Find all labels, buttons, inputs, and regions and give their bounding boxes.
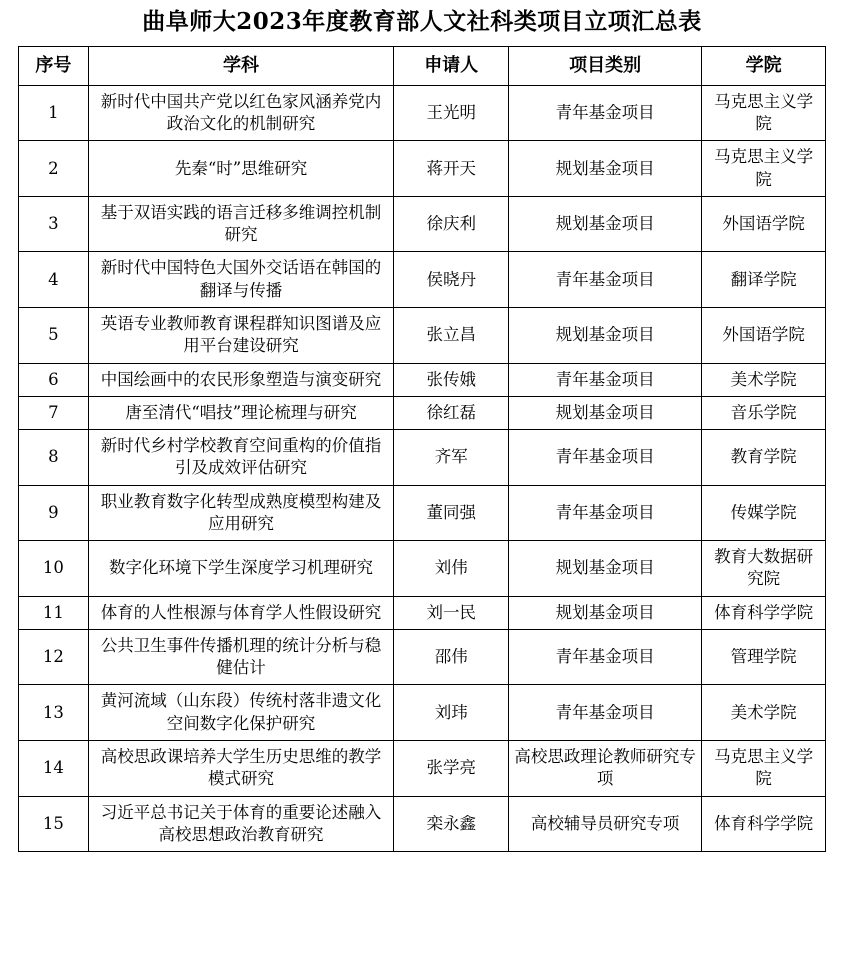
column-header-subject: 学科 [88,46,394,85]
table-row [19,685,826,741]
cell-college: 管理学院 [702,629,826,685]
cell-no: 5 [19,308,89,364]
column-header-category: 项目类别 [509,46,702,85]
table-row [19,541,826,597]
cell-no: 1 [19,85,89,141]
cell-applicant: 张立昌 [394,308,509,364]
cell-category: 规划基金项目 [509,596,702,629]
cell-applicant: 侯晓丹 [394,252,509,308]
cell-no: 10 [19,541,89,597]
cell-college: 传媒学院 [702,485,826,541]
cell-college: 外国语学院 [702,196,826,252]
column-header-no: 序号 [19,46,89,85]
table-header-row [19,46,826,85]
cell-category: 青年基金项目 [509,430,702,486]
cell-subject: 职业教育数字化转型成熟度模型构建及应用研究 [88,485,394,541]
table-row [19,363,826,396]
cell-applicant: 王光明 [394,85,509,141]
cell-subject: 基于双语实践的语言迁移多维调控机制研究 [88,196,394,252]
cell-subject: 中国绘画中的农民形象塑造与演变研究 [88,363,394,396]
table-row [19,196,826,252]
cell-category: 规划基金项目 [509,396,702,429]
table-row [19,308,826,364]
cell-college: 马克思主义学院 [702,141,826,197]
cell-no: 4 [19,252,89,308]
cell-college: 体育科学学院 [702,596,826,629]
cell-no: 9 [19,485,89,541]
cell-applicant: 刘一民 [394,596,509,629]
cell-category: 高校思政理论教师研究专项 [509,741,702,797]
cell-applicant: 徐红磊 [394,396,509,429]
cell-no: 3 [19,196,89,252]
cell-college: 美术学院 [702,363,826,396]
table-row [19,141,826,197]
cell-applicant: 张传娥 [394,363,509,396]
cell-applicant: 邵伟 [394,629,509,685]
cell-category: 规划基金项目 [509,541,702,597]
cell-subject: 高校思政课培养大学生历史思维的教学模式研究 [88,741,394,797]
table-row [19,85,826,141]
cell-applicant: 徐庆利 [394,196,509,252]
cell-applicant: 蒋开天 [394,141,509,197]
cell-no: 7 [19,396,89,429]
cell-subject: 英语专业教师教育课程群知识图谱及应用平台建设研究 [88,308,394,364]
cell-no: 11 [19,596,89,629]
cell-category: 青年基金项目 [509,685,702,741]
cell-applicant: 栾永鑫 [394,796,509,852]
cell-category: 青年基金项目 [509,252,702,308]
table-body [19,85,826,851]
cell-subject: 习近平总书记关于体育的重要论述融入高校思想政治教育研究 [88,796,394,852]
table-row [19,629,826,685]
table-row [19,485,826,541]
cell-subject: 新时代中国共产党以红色家风涵养党内政治文化的机制研究 [88,85,394,141]
cell-college: 音乐学院 [702,396,826,429]
cell-college: 教育学院 [702,430,826,486]
cell-college: 翻译学院 [702,252,826,308]
cell-subject: 先秦“时”思维研究 [88,141,394,197]
cell-category: 青年基金项目 [509,85,702,141]
cell-no: 14 [19,741,89,797]
cell-applicant: 董同强 [394,485,509,541]
cell-no: 6 [19,363,89,396]
cell-subject: 新时代乡村学校教育空间重构的价值指引及成效评估研究 [88,430,394,486]
cell-category: 青年基金项目 [509,363,702,396]
cell-no: 15 [19,796,89,852]
page-title: 曲阜师大2023年度教育部人文社科类项目立项汇总表 [142,8,702,35]
table-row [19,796,826,852]
cell-applicant: 齐军 [394,430,509,486]
cell-college: 外国语学院 [702,308,826,364]
column-header-applicant: 申请人 [394,46,509,85]
cell-subject: 唐至清代“唱技”理论梳理与研究 [88,396,394,429]
cell-category: 规划基金项目 [509,141,702,197]
table-row [19,430,826,486]
cell-category: 规划基金项目 [509,196,702,252]
table-row [19,596,826,629]
cell-subject: 公共卫生事件传播机理的统计分析与稳健估计 [88,629,394,685]
cell-category: 规划基金项目 [509,308,702,364]
cell-college: 马克思主义学院 [702,85,826,141]
cell-no: 8 [19,430,89,486]
cell-category: 青年基金项目 [509,485,702,541]
cell-college: 教育大数据研究院 [702,541,826,597]
cell-applicant: 刘伟 [394,541,509,597]
cell-applicant: 张学亮 [394,741,509,797]
cell-subject: 数字化环境下学生深度学习机理研究 [88,541,394,597]
cell-applicant: 刘玮 [394,685,509,741]
table-row [19,252,826,308]
cell-no: 13 [19,685,89,741]
cell-no: 12 [19,629,89,685]
cell-college: 体育科学学院 [702,796,826,852]
cell-subject: 体育的人性根源与体育学人性假设研究 [88,596,394,629]
cell-subject: 新时代中国特色大国外交话语在韩国的翻译与传播 [88,252,394,308]
table-row [19,396,826,429]
cell-college: 美术学院 [702,685,826,741]
cell-college: 马克思主义学院 [702,741,826,797]
cell-no: 2 [19,141,89,197]
cell-subject: 黄河流域（山东段）传统村落非遗文化空间数字化保护研究 [88,685,394,741]
project-summary-table [18,46,826,852]
cell-category: 高校辅导员研究专项 [509,796,702,852]
table-row [19,741,826,797]
cell-category: 青年基金项目 [509,629,702,685]
column-header-college: 学院 [702,46,826,85]
